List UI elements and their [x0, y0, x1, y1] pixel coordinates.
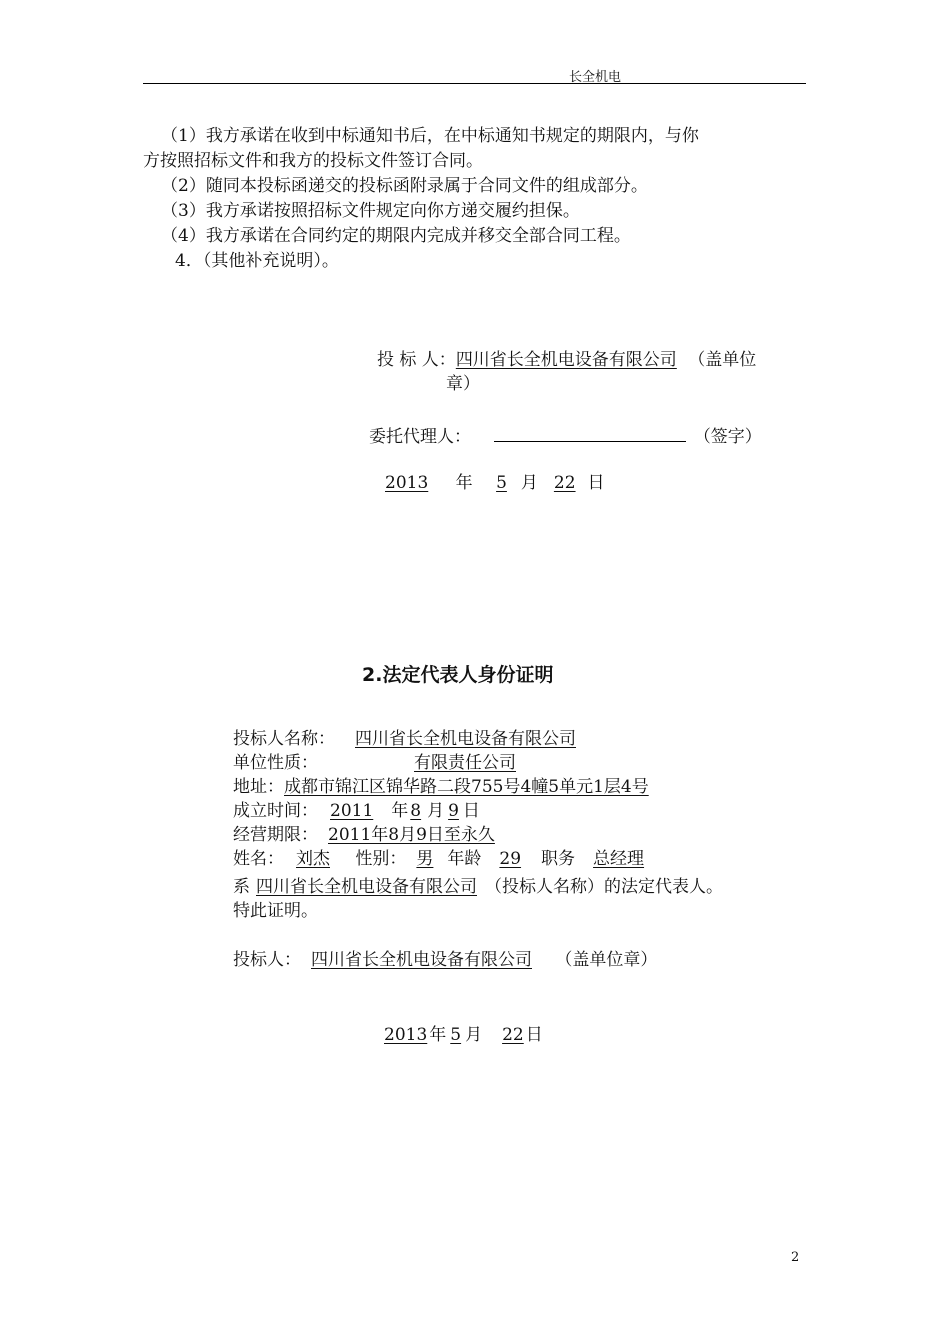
term-label: 经营期限：	[233, 825, 318, 845]
seal-note: （盖单位	[688, 350, 757, 370]
date-month-unit: 月	[520, 473, 538, 493]
gender-label: 性别：	[355, 849, 407, 869]
commitment-1-line-2: 方按照招标文件和我方的投标文件签订合同。	[143, 151, 483, 171]
address-label: 地址：	[233, 777, 284, 797]
rep-suffix: （投标人名称）的法定代表人。	[485, 877, 723, 897]
bidder-name-line	[233, 727, 596, 751]
founded-year-unit: 年	[391, 801, 409, 821]
sign-note: （签字）	[693, 427, 762, 447]
date-day-unit: 日	[587, 473, 605, 493]
age-label: 年龄	[447, 849, 482, 869]
person-name-label: 姓名：	[233, 849, 284, 869]
section-title: 2.法定代表人身份证明	[362, 664, 554, 686]
address-line	[233, 775, 669, 799]
page-number: 2	[791, 1250, 800, 1265]
section2-date-day-unit: 日	[525, 1025, 543, 1045]
section2-bidder-name: 四川省长全机电设备有限公司	[311, 950, 532, 970]
section2-date-year-unit: 年	[429, 1025, 447, 1045]
running-header: 长全机电	[569, 70, 622, 85]
section2-seal-note: （盖单位章）	[555, 950, 658, 970]
representative-line	[233, 875, 723, 899]
age: 29	[499, 849, 522, 869]
unit-nature-label: 单位性质：	[233, 753, 318, 773]
agent-label: 委托代理人：	[369, 427, 471, 447]
agent-signature-field	[494, 423, 686, 442]
person-name: 刘杰	[296, 849, 330, 869]
rep-prefix: 系	[233, 877, 250, 897]
founded-day: 9	[448, 801, 459, 821]
date-year-unit: 年	[455, 473, 473, 493]
certify-text: 特此证明。	[233, 901, 318, 921]
date-day: 22	[553, 473, 576, 493]
founded-year: 2011	[330, 801, 374, 821]
term-value: 2011年8月9日至永久	[328, 825, 495, 845]
supplementary-note: 4．（其他补充说明）。	[175, 251, 339, 271]
date-month: 5	[496, 473, 507, 493]
commitment-2: （2）随同本投标函递交的投标函附录属于合同文件的组成部分。	[161, 176, 648, 196]
gender: 男	[416, 849, 434, 869]
bidder-label: 投 标 人：	[377, 350, 456, 370]
commitment-3: （3）我方承诺按照招标文件规定向你方递交履约担保。	[161, 201, 580, 221]
bidder-name-value: 四川省长全机电设备有限公司	[355, 729, 576, 749]
section2-date-month-unit: 月	[465, 1025, 483, 1045]
section2-bidder-label: 投标人：	[233, 950, 301, 970]
rep-company: 四川省长全机电设备有限公司	[256, 877, 477, 897]
commitment-1-line-1: （1）我方承诺在收到中标通知书后，在中标通知书规定的期限内，与你	[161, 126, 699, 146]
agent-line	[369, 423, 762, 449]
term-line	[233, 823, 531, 847]
founded-month-unit: 月	[427, 801, 445, 821]
address-value: 成都市锦江区锦华路二段755号4幢5单元1层4号	[284, 777, 649, 797]
person-line	[233, 847, 650, 871]
unit-nature-line	[233, 751, 612, 775]
founded-label: 成立时间：	[233, 801, 318, 821]
bidder-name: 四川省长全机电设备有限公司	[455, 350, 677, 370]
signature-date	[359, 471, 605, 495]
section2-date-year: 2013	[384, 1025, 428, 1045]
section2-bidder-line	[233, 948, 657, 972]
section2-date	[378, 1023, 543, 1047]
header-rule	[143, 83, 806, 84]
bidder-line	[377, 348, 756, 372]
section2-date-day: 22	[502, 1025, 524, 1045]
position-label: 职务	[541, 849, 576, 869]
unit-nature-value: 有限责任公司	[414, 753, 516, 773]
commitment-4: （4）我方承诺在合同约定的期限内完成并移交全部合同工程。	[161, 226, 631, 246]
founded-day-unit: 日	[462, 801, 480, 821]
founded-line	[233, 799, 480, 823]
position: 总经理	[593, 849, 645, 869]
section2-date-month: 5	[450, 1025, 462, 1045]
founded-month: 8	[410, 801, 422, 821]
bidder-name-label: 投标人名称：	[233, 729, 335, 749]
seal-note-continued: 章）	[446, 374, 480, 394]
date-year: 2013	[385, 473, 429, 493]
